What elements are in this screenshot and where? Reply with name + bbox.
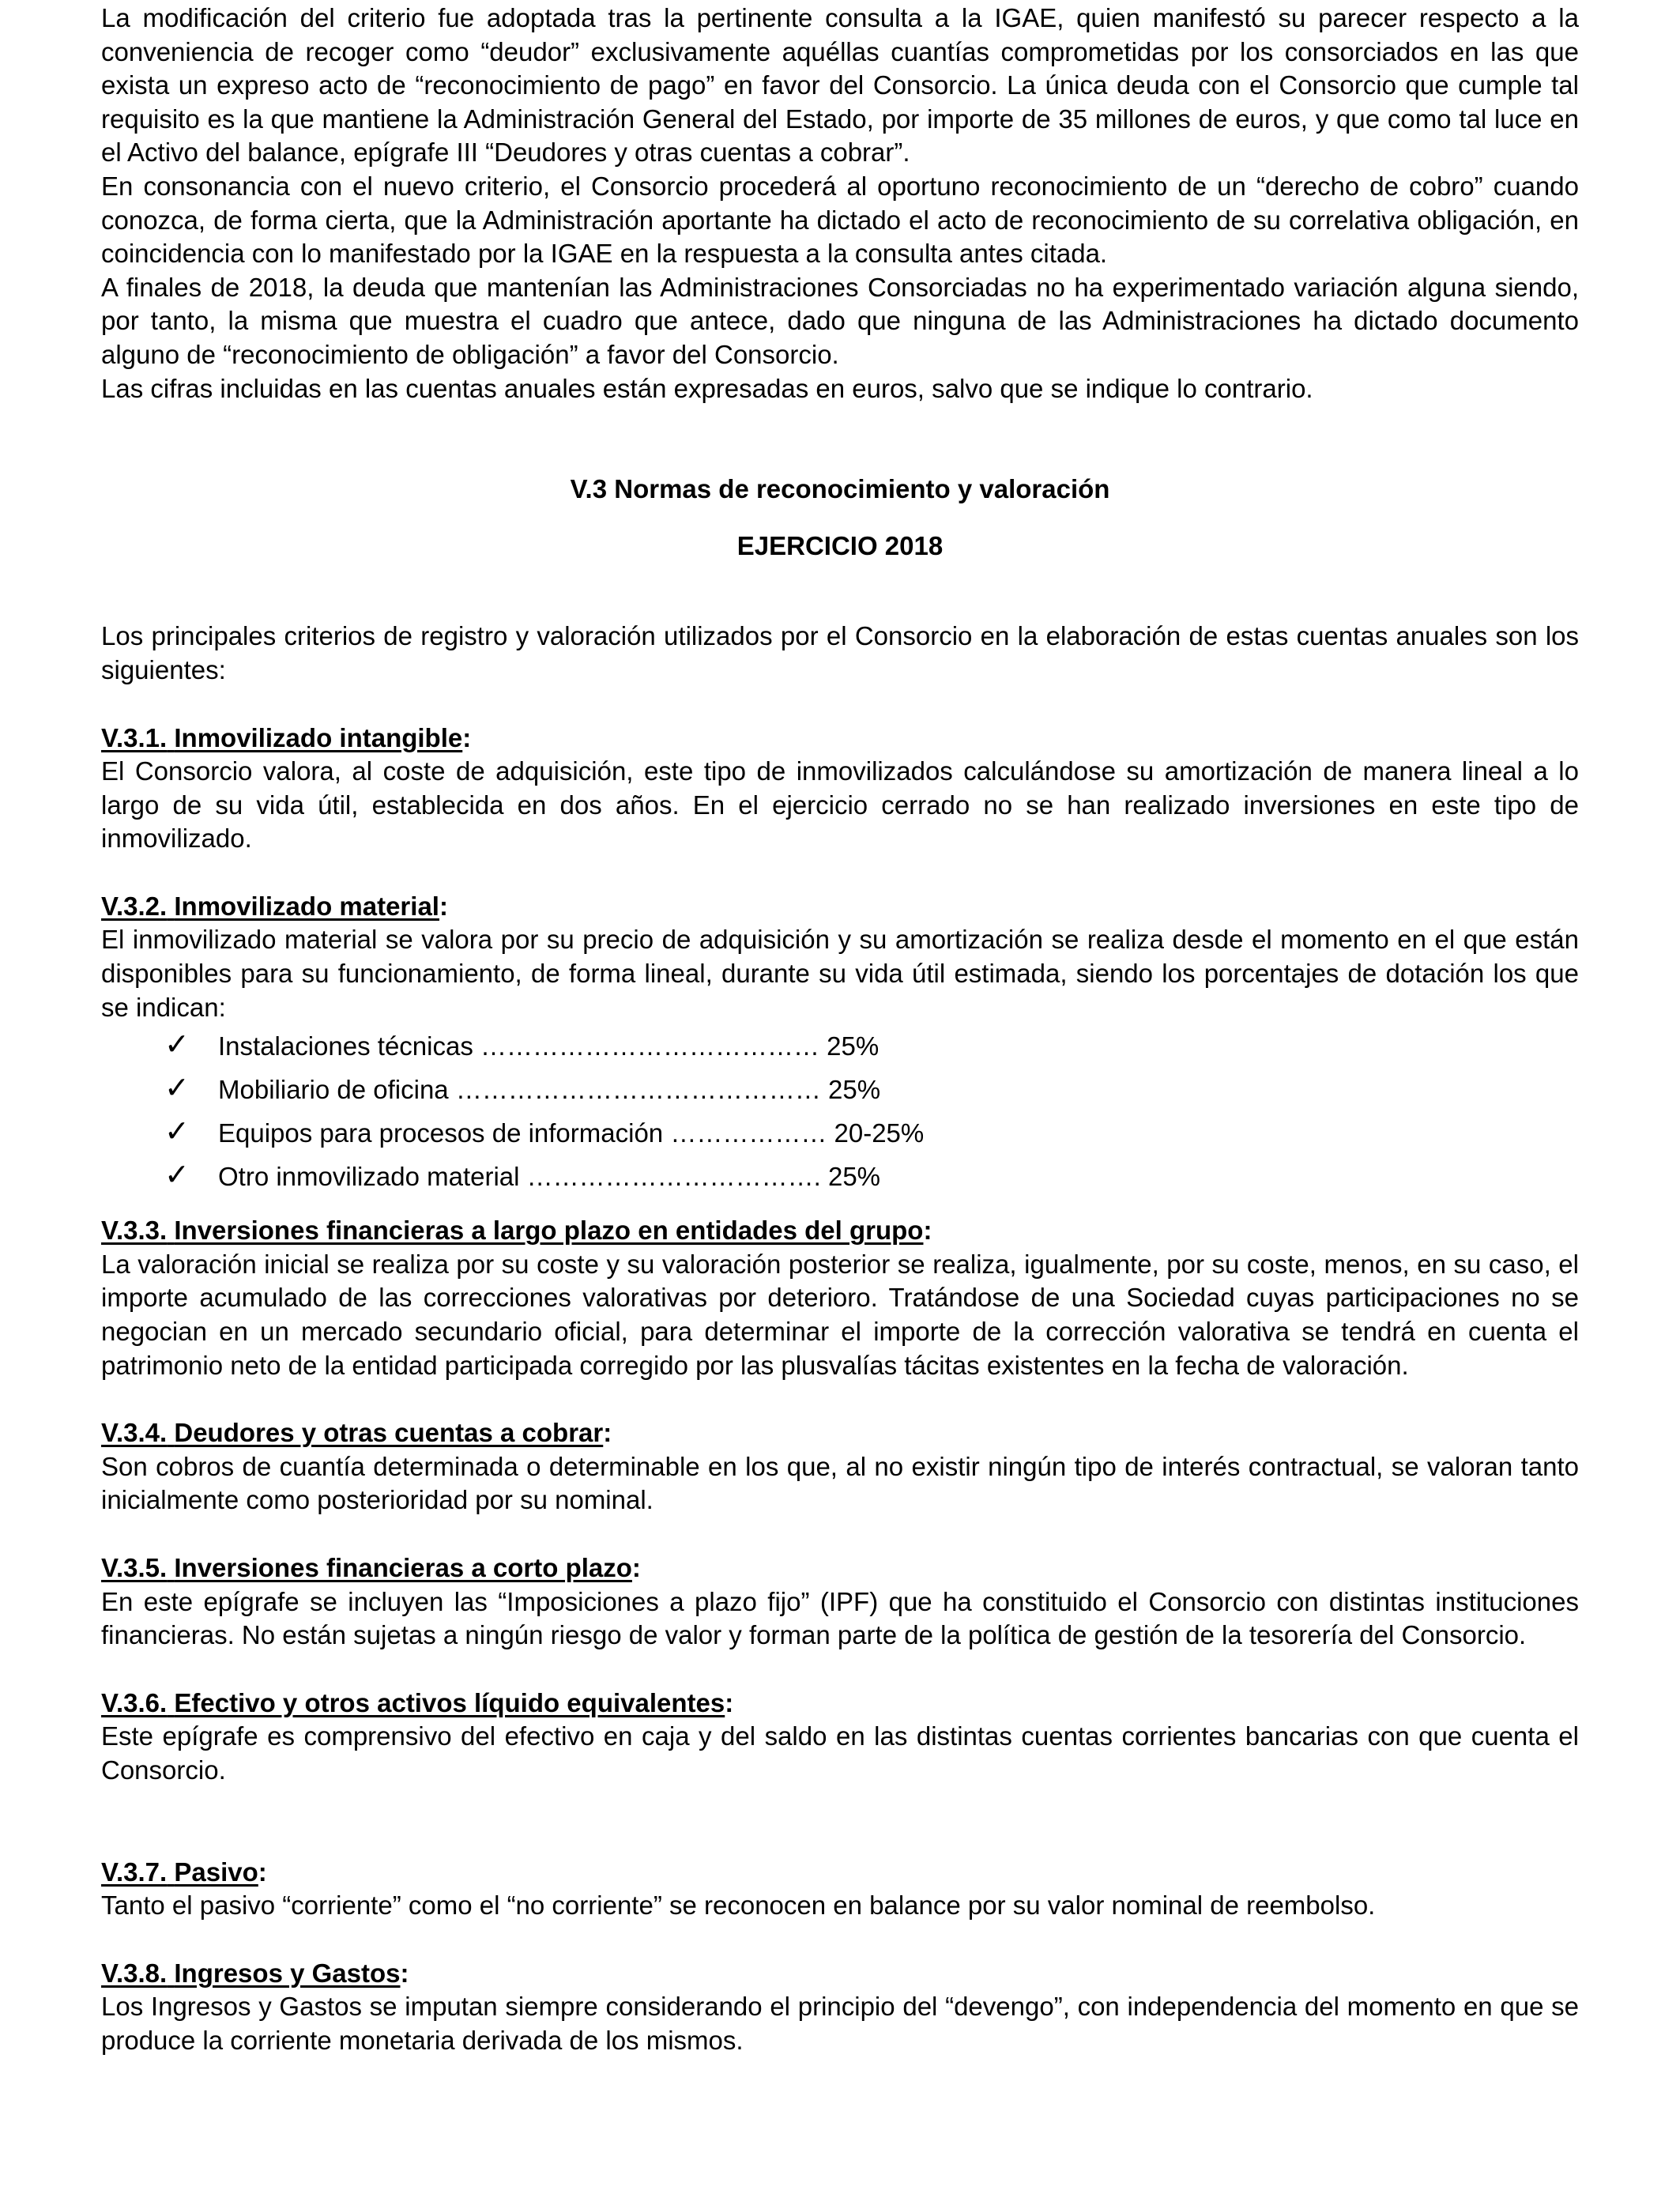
section-number: V.3.5. <box>101 1553 168 1582</box>
colon: : <box>400 1958 409 1988</box>
section-heading: V.3 Normas de reconocimiento y valoración <box>570 474 1110 504</box>
section-body: Son cobros de cuantía determinada o determinable en los que, al no existir ningún tipo de interés contractual, se valoran tanto inicialmente como posterioridad por su nominal. <box>101 1451 1579 1515</box>
checkmark-icon: ✓ <box>164 1027 190 1062</box>
section-body: El inmovilizado material se valora por su precio de adquisición y su amortización se realiza desde el momento en el que están disponibles para su funcionamiento, de forma lineal, durante su vida útil estimada, siendo los porcentajes de dotación los que se indican: <box>101 925 1579 1022</box>
section-long-term-investments <box>101 1214 1579 1382</box>
section-cash <box>101 1687 1579 1788</box>
section-title-text: Pasivo <box>174 1857 258 1887</box>
section-number: V.3.3. <box>101 1216 168 1246</box>
section-title <box>101 1551 1579 1585</box>
list-item-text: Instalaciones técnicas ………………………………… 25% <box>218 1031 880 1061</box>
section-title <box>101 1687 1579 1721</box>
spacer <box>101 1198 1579 1214</box>
list-item-text: Otro inmovilizado material ……………………………. 25% <box>218 1162 881 1192</box>
checkmark-icon: ✓ <box>164 1114 190 1149</box>
spacer <box>101 688 1579 722</box>
spacer <box>101 405 1579 473</box>
section-title-text: Inversiones financieras a largo plazo en entidades del grupo <box>174 1216 924 1246</box>
intro-paragraph-2: En consonancia con el nuevo criterio, el Consorcio procederá al oportuno reconocimiento de un “derecho de cobro” cuando conozca, de forma cierta, que la Administración aportante ha dictado el acto de reconocimiento de su correlativa obligación, en coincidencia con lo manifestado por la IGAE en la respuesta a la consulta antes citada. <box>101 171 1579 269</box>
fiscal-year-heading: EJERCICIO 2018 <box>736 530 944 560</box>
section-title-text: Efectivo y otros activos líquido equivalentes <box>174 1687 725 1717</box>
section-title <box>101 1856 1579 1890</box>
section-title-text: Deudores y otras cuentas a cobrar <box>174 1418 604 1448</box>
section-title-text: Ingresos y Gastos <box>174 1958 401 1988</box>
section-number: V.3.1. <box>101 722 168 752</box>
section-short-term-investments <box>101 1551 1579 1653</box>
list-item-text: Mobiliario de oficina …………………………………… 25% <box>218 1075 881 1105</box>
spacer <box>101 507 1579 530</box>
list-item-text: Equipos para procesos de información ……………… 20-25% <box>218 1118 925 1148</box>
section-intangible-assets <box>101 722 1579 856</box>
section-title <box>101 1416 1579 1450</box>
section-title-text: Inversiones financieras a corto plazo <box>174 1553 632 1582</box>
spacer <box>101 1517 1579 1551</box>
section-body: Tanto el pasivo “corriente” como el “no corriente” se reconocen en balance por su valor nominal de reembolso. <box>101 1891 1376 1921</box>
intro-paragraph-4: Las cifras incluidas en las cuentas anuales están expresadas en euros, salvo que se indique lo contrario. <box>101 373 1313 403</box>
section-title <box>101 1214 1579 1248</box>
section-title <box>101 722 1579 756</box>
section-number: V.3.4. <box>101 1418 168 1448</box>
depreciation-rates-list <box>101 1024 1579 1198</box>
document-page <box>101 2 1579 2058</box>
section-body: Los Ingresos y Gastos se imputan siempre considerando el principio del “devengo”, con independencia del momento en que se produce la corriente monetaria derivada de los mismos. <box>101 1992 1579 2055</box>
section-body: La valoración inicial se realiza por su coste y su valoración posterior se realiza, igualmente, por su coste, menos, en su caso, el importe acumulado de las correcciones valorativas por deterioro. Tratándose de una Sociedad cuyas participaciones no se negocian en un mercado secundario oficial, para determinar el importe de la corrección valorativa se tendrá en cuenta el patrimonio neto de la entidad participada corregido por las plusvalías tácitas existentes en la fecha de valoración. <box>101 1249 1579 1380</box>
section-body: El Consorcio valora, al coste de adquisición, este tipo de inmovilizados calculándose su amortización de manera lineal a lo largo de su vida útil, establecida en dos años. En el ejercicio cerrado no se han realizado inversiones en este tipo de inmovilizado. <box>101 756 1579 854</box>
list-item <box>101 1068 1579 1111</box>
section-liabilities <box>101 1856 1579 1923</box>
checkmark-icon: ✓ <box>164 1070 190 1106</box>
section-body: En este epígrafe se incluyen las “Imposiciones a plazo fijo” (IPF) que ha constituido el Consorcio con distintas instituciones financieras. No están sujetas a ningún riesgo de valor y forman parte de la política de gestión de la tesorería del Consorcio. <box>101 1586 1579 1650</box>
spacer <box>101 1382 1579 1416</box>
section-number: V.3.8. <box>101 1958 168 1988</box>
colon: : <box>603 1418 612 1448</box>
list-item <box>101 1155 1579 1198</box>
lead-paragraph: Los principales criterios de registro y valoración utilizados por el Consorcio en la elaboración de estas cuentas anuales son los siguientes: <box>101 621 1579 684</box>
section-title-text: Inmovilizado intangible <box>174 722 463 752</box>
section-number: V.3.6. <box>101 1687 168 1717</box>
section-number: V.3.7. <box>101 1857 168 1887</box>
spacer <box>101 1923 1579 1957</box>
section-title <box>101 890 1579 924</box>
spacer <box>101 563 1579 620</box>
section-income-expenses <box>101 1957 1579 2058</box>
colon: : <box>725 1687 734 1717</box>
spacer <box>101 856 1579 890</box>
colon: : <box>923 1216 932 1246</box>
colon: : <box>258 1857 267 1887</box>
section-title <box>101 1957 1579 1991</box>
colon: : <box>631 1553 641 1582</box>
colon: : <box>462 722 472 752</box>
intro-paragraph-3: A finales de 2018, la deuda que mantenían las Administraciones Consorciadas no ha experimentado variación alguna siendo, por tanto, la misma que muestra el cuadro que antece, dado que ninguna de las Administraciones ha dictado documento alguno de “reconocimiento de obligación” a favor del Consorcio. <box>101 272 1579 369</box>
section-tangible-assets <box>101 890 1579 1198</box>
section-number: V.3.2. <box>101 891 168 921</box>
list-item <box>101 1024 1579 1068</box>
section-body: Este epígrafe es comprensivo del efectivo en caja y del saldo en las distintas cuentas corrientes bancarias con que cuenta el Consorcio. <box>101 1721 1579 1785</box>
intro-paragraph-1: La modificación del criterio fue adoptada tras la pertinente consulta a la IGAE, quien manifestó su parecer respecto a la conveniencia de recoger como “deudor” exclusivamente aquéllas cuantías comprometidas por los consorciados en las que exista un expreso acto de “reconocimiento de pago” en favor del Consorcio. La única deuda con el Consorcio que cumple tal requisito es la que mantiene la Administración General del Estado, por importe de 35 millones de euros, y que como tal luce en el Activo del balance, epígrafe III “Deudores y otras cuentas a cobrar”. <box>101 3 1579 168</box>
spacer <box>101 1653 1579 1687</box>
section-title-text: Inmovilizado material <box>174 891 439 921</box>
colon: : <box>439 891 448 921</box>
section-receivables <box>101 1416 1579 1517</box>
list-item <box>101 1111 1579 1155</box>
checkmark-icon: ✓ <box>164 1157 190 1193</box>
spacer <box>101 1788 1579 1856</box>
